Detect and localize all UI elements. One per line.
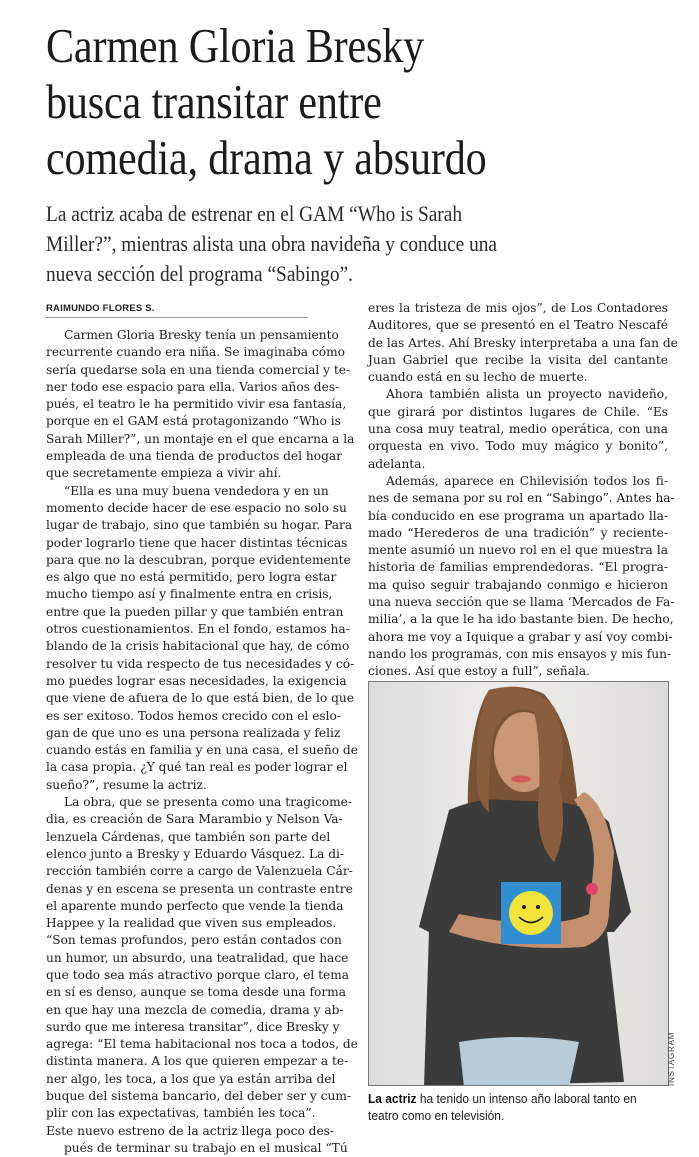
body-line: poder lograrlo tiene que hacer distintas técnicas: [46, 535, 348, 550]
caption-lead: La actriz: [368, 1091, 417, 1106]
body-line: surdo que me interesa transitar”, dice Bresky y: [46, 1019, 340, 1034]
body-line: La obra, que se presenta como una tragicome-: [64, 795, 352, 810]
body-line: orquesta en vivo. Todo muy mágico y bonito”,: [368, 439, 668, 454]
body-line: de las Artes. Ahí Bresky interpretaba a una fan de: [368, 335, 678, 350]
body-line: ner todo ese espacio para ella. Varios años des-: [46, 379, 340, 394]
lips-shape: [511, 776, 531, 783]
body-line: lenzuela Cárdenas, que también son parte del: [46, 829, 331, 844]
body-line: sería quedarse sola en una tienda comercial y te-: [46, 362, 351, 377]
body-line: mo puedes lograr esas necesidades, la exigencia: [46, 673, 347, 688]
body-line: Este nuevo estreno de la actriz llega poco des-: [46, 1123, 335, 1138]
body-line: lugar de trabajo, sino que también su hogar. Para: [46, 518, 353, 533]
body-line: dia, es creación de Sara Marambio y Nelson Va-: [46, 812, 343, 827]
body-line: cuando estás en familia y en una casa, el sueño de: [46, 743, 358, 758]
body-line: bía conducido en ese programa un apartado lla-: [368, 508, 668, 523]
body-column-left: [46, 327, 358, 1157]
body-line: en sí es denso, aunque se toma desde una forma: [46, 985, 346, 1000]
body-line: plir con las expectativas, también les toca”.: [46, 1106, 316, 1121]
body-line: ner algo, les toca, a los que ya están arriba del: [46, 1071, 336, 1086]
body-line: Sarah Miller?”, un montaje en el que encarna a la: [46, 431, 355, 446]
headline-line: Carmen Gloria Bresky: [46, 18, 425, 73]
body-line: Juan Gabriel que recibe la visita del cantante: [368, 352, 668, 367]
body-line: ma quiso seguir trabajando conmigo e hicieron: [368, 577, 668, 592]
body-line: cuando está en su lecho de muerte.: [368, 370, 588, 385]
body-line: para que no la descubran, porque evidentemente: [46, 552, 351, 567]
body-line: ahora me voy a Iquique a grabar y así voy combi-: [368, 629, 673, 644]
body-line: pués de terminar su trabajo en el musical “Tú: [64, 1140, 348, 1155]
body-line: buque del sistema bancario, del deber ser y cum-: [46, 1089, 351, 1104]
body-line: elenco junto a Bresky y Eduardo Vásquez. La di-: [46, 846, 345, 861]
body-line: que secretamente empieza a vivir ahí.: [46, 466, 282, 481]
body-line: en que hay una mezcla de comedia, drama y ab-: [46, 1002, 344, 1017]
deck-line: nueva sección del programa “Sabingo”.: [46, 261, 353, 286]
body-line: entre que la pueden pillar y que también entran: [46, 604, 344, 619]
headline-line: comedia, drama y absurdo: [46, 130, 487, 185]
body-line: que girará por distintos lugares de Chile. “Es: [368, 404, 668, 419]
body-line: gan de que uno es una persona realizada y feliz: [46, 725, 341, 740]
body-column-right: [368, 300, 678, 681]
photo-credit: INSTAGRAM: [667, 1031, 676, 1086]
body-line: que todo sea más atractivo porque claro, el tema: [46, 967, 350, 982]
jeans-shape: [459, 1037, 579, 1086]
body-line: es ser exitoso. Todos hemos crecido con el eslo-: [46, 708, 342, 723]
body-line: mente asumió un nuevo rol en el que muestra la: [368, 543, 668, 558]
body-line: “Ella es una muy buena vendedora y en un: [64, 483, 329, 498]
body-line: historia de familias emprendedoras. “El progra-: [368, 560, 668, 575]
body-line: Auditores, que se presentó en el Teatro Nescafé: [368, 318, 668, 333]
body-line: nando los programas, con mis ensayos y mis fun-: [368, 646, 672, 661]
body-line: recurrente cuando era niña. Se imaginaba cómo: [46, 345, 345, 360]
body-line: “Son temas profundos, pero están contados con: [46, 933, 342, 948]
deck-line: Miller?”, mientras alista una obra navideña y conduce una: [46, 231, 498, 256]
body-line: mado “Herederos de una tradición” y reciente-: [368, 525, 668, 540]
body-line: otros cuestionamientos. En el fondo, estamos ha-: [46, 622, 350, 637]
body-line: ciones. Así que estoy a full”, señala.: [368, 664, 591, 679]
pink-dot: [586, 883, 598, 895]
body-line: mucho tiempo así y finalmente entra en crisis,: [46, 587, 333, 602]
body-line: agrega: “El tema habitacional nos toca a todos, de: [46, 1037, 358, 1052]
body-line: Carmen Gloria Bresky tenía un pensamiento: [64, 328, 339, 342]
body-line: Además, aparece en Chilevisión todos los fi-: [386, 473, 668, 488]
body-line: blando de la crisis habitacional que hay, de cómo: [46, 639, 350, 654]
body-line: porque en el GAM está protagonizando “Who is: [46, 414, 341, 429]
body-line: la casa propia. ¿Y qué tan real es poder lograr el: [46, 760, 348, 775]
body-line: distinta manera. A los que quieren empezar a te-: [46, 1054, 349, 1069]
body-line: una nueva sección que se llama ‘Mercados de Fa-: [368, 595, 675, 610]
body-line: momento decide hacer de ese espacio no solo su: [46, 500, 347, 515]
headline: [46, 18, 596, 186]
smiley-face-icon: [509, 891, 553, 935]
body-line: resolver tu vida respecto de tus necesidades y có-: [46, 656, 355, 671]
headline-line: busca transitar entre: [46, 74, 382, 129]
caption-text: ha tenido un intenso año laboral tanto en teatro como en televisión.: [368, 1091, 637, 1123]
body-line: pués, el teatro le ha permitido vivir esa fantasía,: [46, 397, 347, 412]
deck-subtitle: [46, 199, 662, 289]
body-line: rección también corre a cargo de Valenzuela Cár-: [46, 864, 353, 879]
body-line: adelanta.: [368, 456, 426, 471]
body-line: sueño?”, resume la actriz.: [46, 777, 207, 792]
byline: RAIMUNDO FLORES S.: [46, 303, 308, 318]
body-line: una cosa muy teatral, medio operática, con una: [368, 422, 668, 437]
body-line: que viene de afuera de lo que está bien, de lo que: [46, 691, 354, 706]
body-line: nes de semana por su rol en “Sabingo”. Antes ha-: [368, 491, 675, 506]
body-line: milia’, a la que le ha ido bastante bien. De hecho,: [368, 612, 674, 627]
photo-illustration: [369, 682, 669, 1086]
deck-line: La actriz acaba de estrenar en el GAM “Who is Sarah: [46, 201, 463, 226]
article-photo: [368, 681, 669, 1086]
body-line: Ahora también alista un proyecto navideño,: [386, 387, 668, 402]
body-line: es algo que no está permitido, pero logra estar: [46, 570, 337, 585]
body-line: un humor, un absurdo, una teatralidad, que hace: [46, 950, 349, 965]
body-line: el aparente mundo perfecto que vende la tienda: [46, 898, 344, 913]
photo-caption: [368, 1090, 653, 1124]
body-line: denas y en escena se presenta un contraste entre: [46, 881, 353, 896]
body-line: empleada de una tienda de productos del hogar: [46, 449, 342, 464]
body-line: eres la tristeza de mis ojos”, de Los Contadores: [368, 301, 668, 315]
body-line: Happee y la realidad que viven sus empleados.: [46, 916, 337, 931]
